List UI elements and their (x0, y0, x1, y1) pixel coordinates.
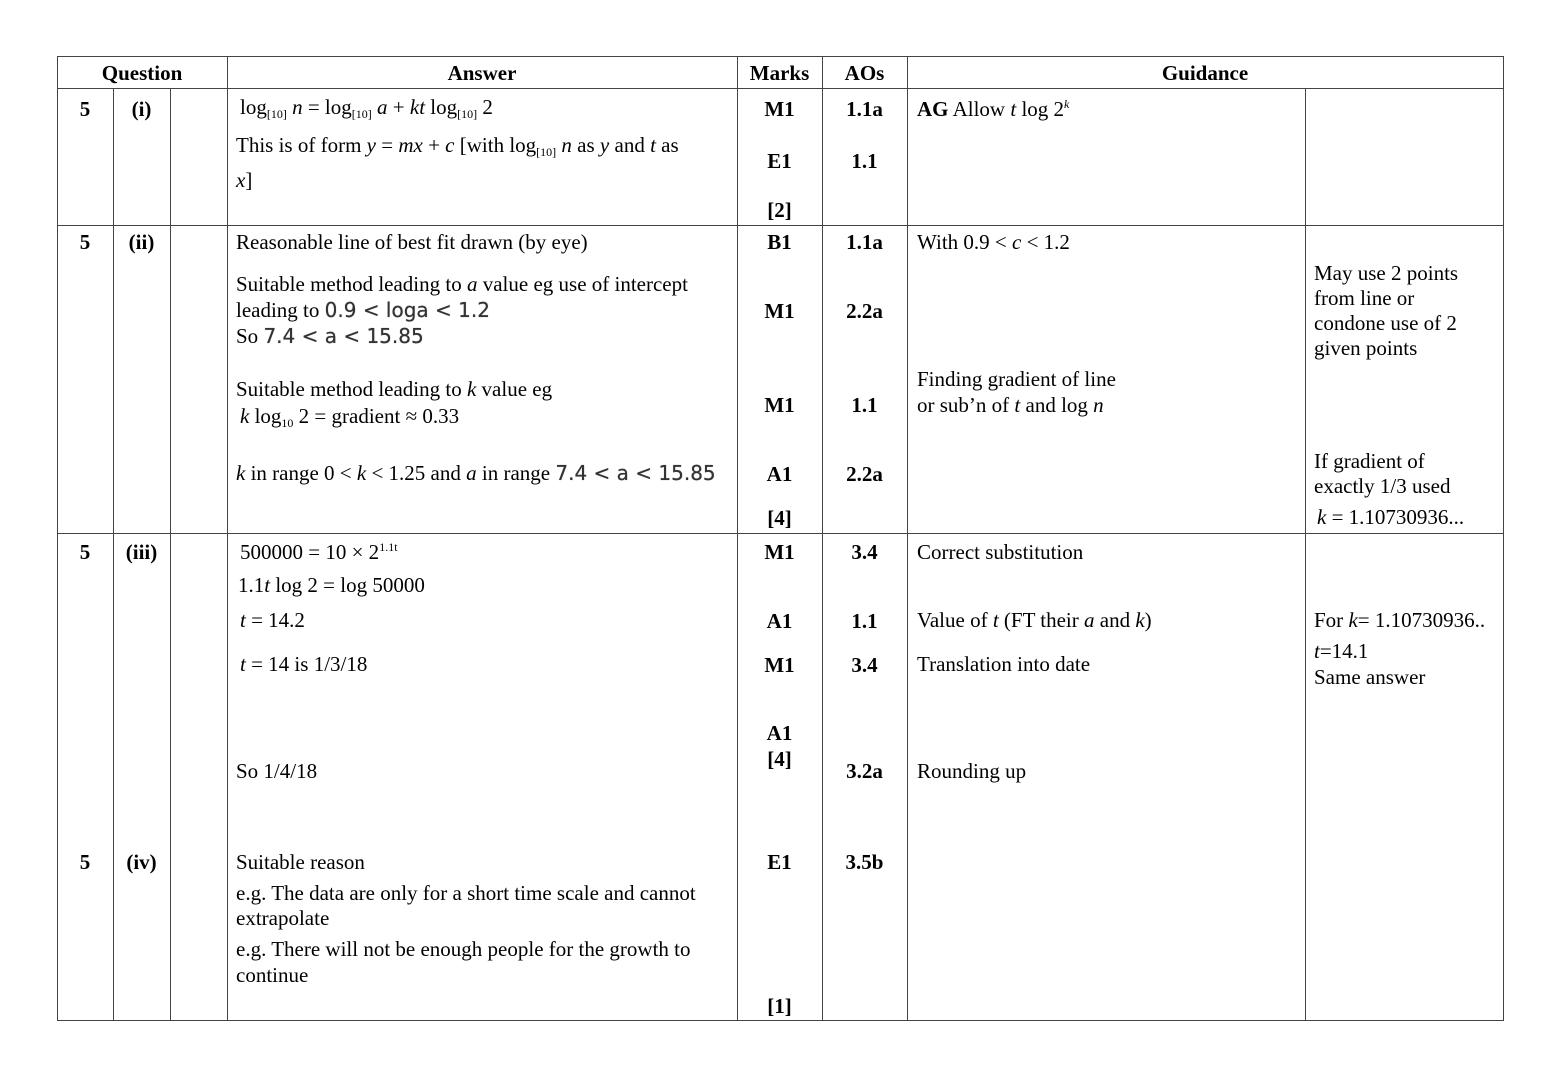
note-text: If gradient of (1314, 449, 1425, 473)
answer-line: Suitable method leading to k value eg (236, 377, 553, 401)
question-part: (ii) (128, 230, 155, 254)
question-number: 5 (79, 540, 91, 564)
answer-line: $500000 = 10 \times 2^{1.1t}$ (240, 540, 398, 564)
mark-total: [4] (767, 506, 792, 530)
answer-line: k in range 0 < k < 1.25 and a in range 7.4 < a < 15.85 (236, 461, 716, 485)
note-text: from line or (1314, 286, 1415, 310)
mark: M1 (764, 393, 795, 417)
question-number: 5 (79, 230, 91, 254)
answer-line: This is of form y = mx + c [with $\log_{[10]} n$ as y and t as (236, 133, 679, 159)
ao: 3.5b (845, 850, 884, 874)
header-question: Question (101, 61, 183, 85)
mark-total: [4] (767, 747, 792, 771)
header-guidance: Guidance (1161, 61, 1249, 85)
note-text: Same answer (1314, 665, 1426, 689)
guidance-text: Finding gradient of line (917, 367, 1116, 391)
answer-line: e.g. The data are only for a short time scale and cannot (236, 881, 696, 905)
note-text: exactly 1/3 used (1314, 474, 1451, 498)
guidance-text: AG Allow t log 2$^k$ (917, 97, 1070, 121)
mark: M1 (764, 97, 795, 121)
mark: E1 (767, 149, 792, 173)
ao: 3.4 (851, 653, 878, 677)
ao: 1.1 (851, 609, 878, 633)
mark: M1 (764, 653, 795, 677)
mark: M1 (764, 299, 795, 323)
mark: B1 (767, 230, 792, 254)
guidance-text: Value of t (FT their a and k) (917, 608, 1152, 632)
mark-total: [2] (767, 198, 792, 222)
ao: 1.1 (851, 149, 878, 173)
header-aos: AOs (844, 61, 885, 85)
answer-line: So 1/4/18 (236, 759, 318, 783)
answer-line: x] (236, 168, 253, 192)
ao: 3.2a (846, 759, 883, 783)
header-marks: Marks (749, 61, 810, 85)
mark: E1 (767, 850, 792, 874)
answer-line: Suitable reason (236, 850, 365, 874)
ao: 1.1a (846, 97, 883, 121)
note-text: t=14.1 (1314, 639, 1369, 663)
answer-line: k $\log_{10} 2$ = gradient ≈ 0.33 (240, 404, 460, 430)
guidance-text: With 0.9 < c < 1.2 (917, 230, 1070, 254)
mark: M1 (764, 540, 795, 564)
answer-line: continue (236, 963, 309, 987)
mark: A1 (766, 721, 793, 745)
ao: 2.2a (846, 462, 883, 486)
question-number: 5 (79, 97, 91, 121)
answer-line: leading to 0.9 < loga < 1.2 (236, 298, 490, 322)
guidance-text: Correct substitution (917, 540, 1084, 564)
ao: 1.1a (846, 230, 883, 254)
answer-line: e.g. There will not be enough people for the growth to (236, 937, 691, 961)
question-part: (iii) (125, 540, 158, 564)
question-part: (iv) (126, 850, 157, 874)
note-text: May use 2 points (1314, 261, 1459, 285)
note-text: k = 1.10730936... (1317, 505, 1465, 529)
answer-line: t = 14 is 1/3/18 (240, 652, 368, 676)
question-part: (i) (131, 97, 152, 121)
header-answer: Answer (447, 61, 517, 85)
answer-line: extrapolate (236, 906, 330, 930)
answer-line: Reasonable line of best fit drawn (by eye) (236, 230, 588, 254)
answer-line: 1.1t log 2 = log 50000 (238, 573, 425, 597)
ao: 2.2a (846, 299, 883, 323)
answer-line: $\log_{[10]} n = \log_{[10]} a$ + kt $\log_{[10]} 2$ (240, 95, 493, 121)
answer-line: Suitable method leading to a value eg use of intercept (236, 272, 688, 296)
guidance-text: Rounding up (917, 759, 1027, 783)
mark-total: [1] (767, 994, 792, 1018)
note-text: condone use of 2 (1314, 311, 1457, 335)
note-text: given points (1314, 336, 1418, 360)
note-text: For k= 1.10730936.. (1314, 608, 1486, 632)
question-number: 5 (79, 850, 91, 874)
mark: A1 (766, 462, 793, 486)
ao: 1.1 (851, 393, 878, 417)
guidance-text: Translation into date (917, 652, 1091, 676)
answer-line: So 7.4 < a < 15.85 (236, 324, 424, 348)
guidance-text: or sub’n of t and log n (917, 393, 1104, 417)
ao: 3.4 (851, 540, 878, 564)
answer-line: t = 14.2 (240, 608, 305, 632)
mark: A1 (766, 609, 793, 633)
